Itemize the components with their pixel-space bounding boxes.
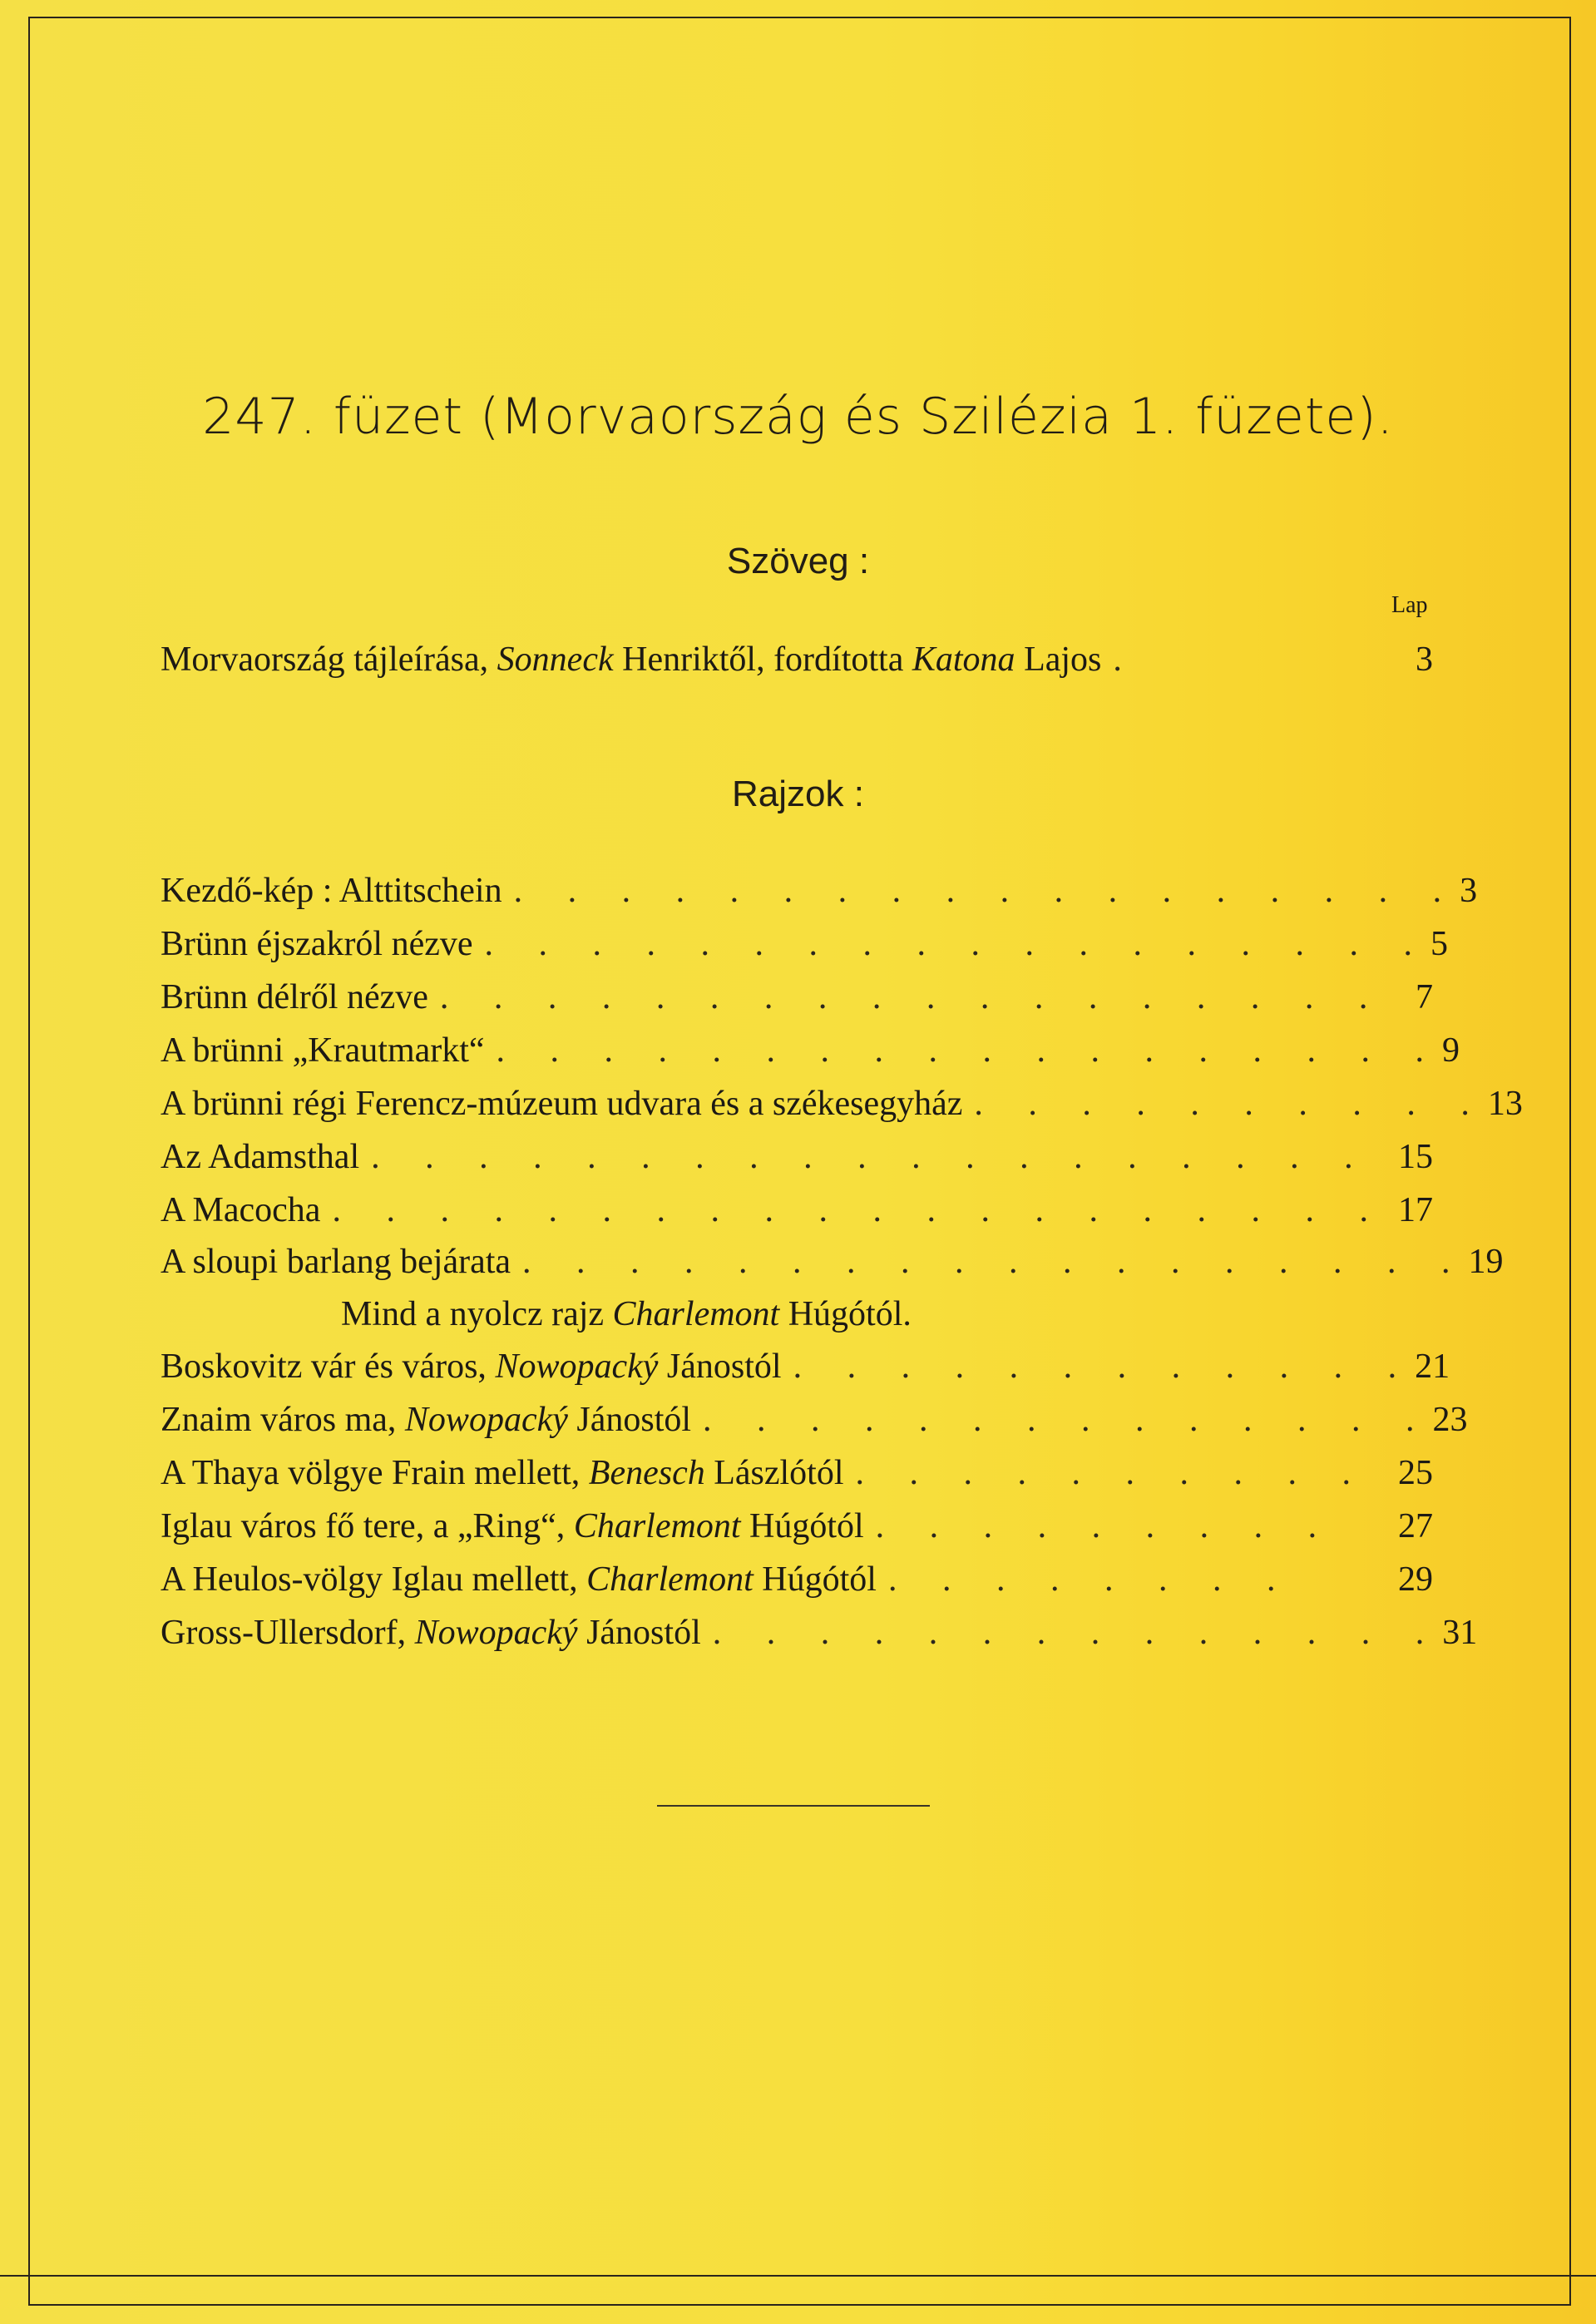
page-number: 3 <box>1416 640 1433 679</box>
toc-row <box>161 922 1449 967</box>
page-number: 3 <box>1460 872 1478 910</box>
page-number: 5 <box>1430 925 1449 963</box>
leader-dots: . . . . . . . . . <box>875 1507 1336 1545</box>
toc-row <box>161 975 1433 1020</box>
page-column-label: Lap <box>1391 592 1428 618</box>
leader-dots: . . . . . . . . . . . . . . . . . . <box>513 872 1460 910</box>
page-number: 9 <box>1442 1031 1460 1070</box>
page-number: 13 <box>1487 1085 1523 1123</box>
toc-row <box>161 1081 1523 1126</box>
toc-row <box>161 1028 1460 1073</box>
leader-dots: . . . . . . . . . . . . . . . . . . . <box>371 1138 1371 1176</box>
toc-label: Boskovitz vár és város, Nowopacký Jánostól <box>161 1347 782 1386</box>
page-title: 247. füzet (Morvaország és Szilézia 1. füzete). <box>202 388 1394 446</box>
page-number: 29 <box>1398 1560 1433 1599</box>
toc-label: A Macocha <box>161 1191 321 1229</box>
page-number: 21 <box>1415 1347 1450 1386</box>
toc-row <box>161 1188 1433 1233</box>
toc-label: A Thaya völgye Frain mellett, Benesch Lászlótól <box>161 1454 844 1492</box>
leader-dots: . . . . . . . . . . . . . . . . . . <box>496 1031 1443 1070</box>
toc-row <box>161 1451 1433 1496</box>
toc-label: A brünni „Krautmarkt“ <box>161 1031 485 1070</box>
toc-row <box>161 1344 1450 1389</box>
toc-row <box>161 1239 1504 1284</box>
leader-dots: . . . . . . . . . . . . . . . . . . . . <box>332 1191 1386 1229</box>
leader-dots: . . . . . . . . . . . . . . . . . . <box>439 978 1386 1016</box>
leader-dots: . . . . . . . . . . <box>855 1454 1370 1492</box>
leader-dots: . . . . . . . . . . <box>974 1085 1488 1123</box>
toc-row <box>161 1504 1433 1549</box>
toc-label: A Heulos-völgy Iglau mellett, Charlemont Húgótól <box>161 1560 877 1599</box>
toc-label: A brünni régi Ferencz-múzeum udvara és a székesegyház <box>161 1085 963 1123</box>
toc-row <box>161 1610 1478 1655</box>
page-number: 17 <box>1398 1191 1433 1229</box>
bottom-rule <box>0 2275 1596 2277</box>
toc-label: A sloupi barlang bejárata <box>161 1243 511 1281</box>
leader-dots: . <box>1113 640 1140 679</box>
page-number: 25 <box>1398 1454 1433 1492</box>
drawings-section-heading: Rajzok : <box>732 774 864 814</box>
toc-label: Iglau város fő tere, a „Ring“, Charlemont Húgótól <box>161 1507 864 1545</box>
toc-label: Brünn éjszakról nézve <box>161 925 473 963</box>
leader-dots: . . . . . . . . . . . . <box>793 1347 1416 1386</box>
leader-dots: . . . . . . . . <box>887 1560 1294 1599</box>
leader-dots: . . . . . . . . . . . . . . <box>703 1401 1433 1439</box>
page-number: 15 <box>1398 1138 1433 1176</box>
toc-row <box>161 868 1478 913</box>
toc-label: Kezdő-kép : Alttitschein <box>161 872 502 910</box>
page-number: 31 <box>1442 1614 1478 1652</box>
page-number: 27 <box>1398 1507 1433 1545</box>
page-number: 19 <box>1468 1243 1504 1281</box>
text-entry-title: Morvaország tájleírása, Sonneck Henriktől, fordította Katona Lajos <box>161 640 1102 679</box>
toc-row <box>161 1397 1468 1442</box>
toc-label: Brünn délről nézve <box>161 978 428 1016</box>
toc-row <box>161 1135 1433 1179</box>
text-section-heading: Szöveg : <box>726 541 870 581</box>
toc-label: Az Adamsthal <box>161 1138 360 1176</box>
leader-dots: . . . . . . . . . . . . . . <box>712 1614 1443 1652</box>
page-number: 7 <box>1416 978 1433 1016</box>
drawings-note: Mind a nyolcz rajz Charlemont Húgótól. <box>341 1295 912 1333</box>
leader-dots: . . . . . . . . . . . . . . . . . . <box>484 925 1431 963</box>
page-number: 23 <box>1432 1401 1468 1439</box>
toc-label: Znaim város ma, Nowopacký Jánostól <box>161 1401 692 1439</box>
text-entry <box>161 637 1433 682</box>
toc-label: Gross-Ullersdorf, Nowopacký Jánostól <box>161 1614 701 1652</box>
end-rule <box>657 1805 930 1807</box>
leader-dots: . . . . . . . . . . . . . . . . . . <box>522 1243 1469 1281</box>
toc-row <box>161 1557 1433 1602</box>
